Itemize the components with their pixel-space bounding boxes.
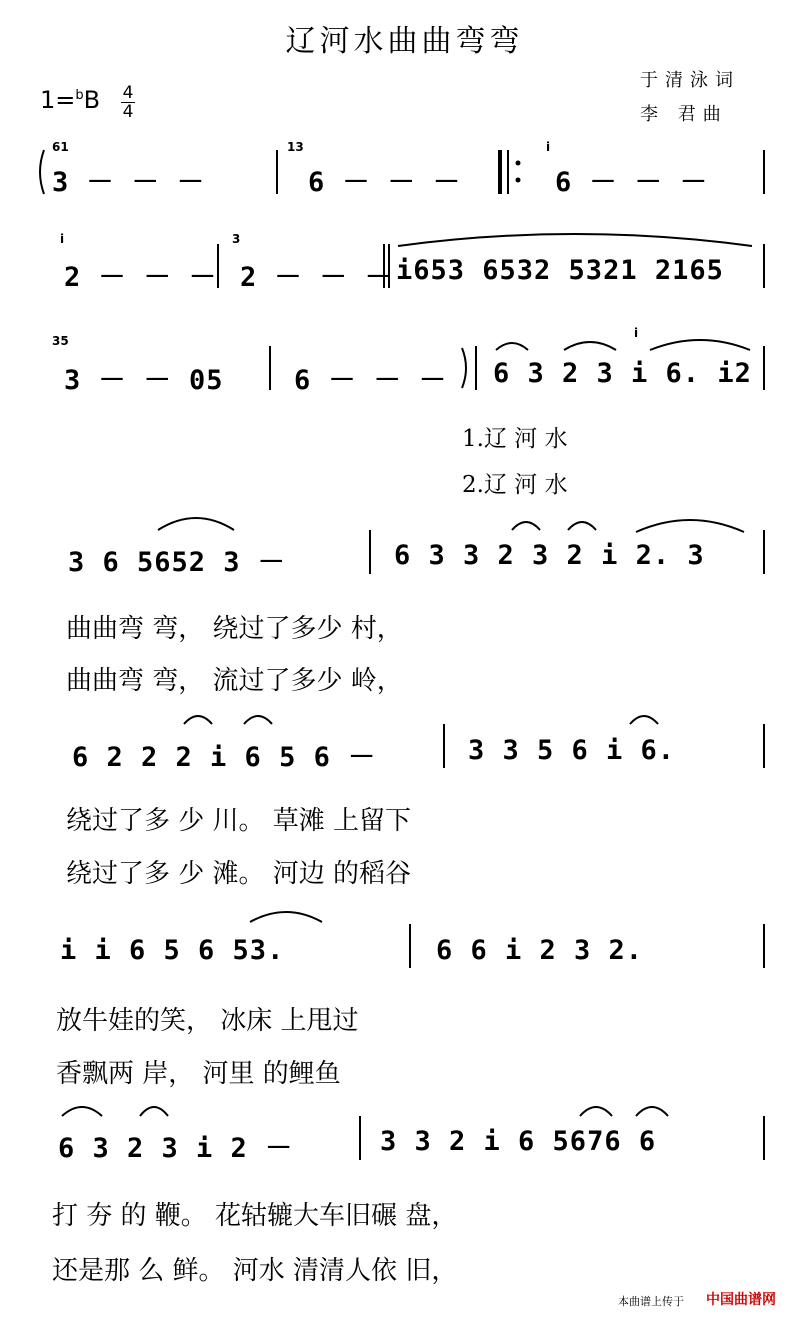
- lyric-line-verse-2: 还是那 么 鲜。 河水 清清人依 旧，: [52, 1256, 458, 1286]
- grace-note: 13: [287, 140, 304, 154]
- slur: [564, 342, 616, 350]
- lyric-line-verse-2: 绕过了多 少 滩。 河边 的稻谷: [66, 859, 412, 889]
- lyric-line-verse-1: 打 夯 的 鞭。 花轱辘大车旧碾 盘，: [52, 1201, 458, 1231]
- note-group: 3 3 5 6 i 6.: [468, 735, 676, 766]
- opening-bracket: [40, 150, 44, 194]
- note-group: i i 6 5 6 53.: [60, 935, 285, 966]
- note-group: 6 3 2 3 i 6. i2: [493, 358, 752, 389]
- note-group: i653 6532 5321 2165: [396, 255, 724, 286]
- grace-note: 3: [232, 232, 241, 246]
- note-group: 2 － － －: [64, 262, 218, 293]
- slur: [496, 343, 528, 350]
- slur: [398, 234, 752, 246]
- slur: [568, 522, 596, 530]
- note-group: 6 － － －: [294, 365, 448, 396]
- lyric-line-verse-2: 曲曲弯 弯， 流过了多少 岭，: [66, 666, 403, 696]
- slur: [636, 520, 744, 532]
- grace-note: 61: [52, 140, 69, 154]
- grace-note: i: [634, 326, 639, 340]
- site-logo: 中国曲谱网: [706, 1292, 776, 1308]
- time-signature: 4 4: [122, 83, 134, 122]
- lyric-line-verse-2: 香飘两 岸， 河里 的鲤鱼: [56, 1059, 341, 1089]
- composer-credit: 李 君曲: [640, 104, 728, 125]
- slur: [250, 912, 322, 922]
- grace-note: i: [60, 232, 65, 246]
- note-group: 2 － － －: [240, 262, 394, 293]
- note-group: 3 3 2 i 6 5676 6: [380, 1126, 657, 1157]
- slur: [62, 1107, 102, 1116]
- note-group: 6 － － －: [308, 167, 462, 198]
- lyric-line-verse-1: 曲曲弯 弯， 绕过了多少 村，: [66, 614, 403, 644]
- slur: [244, 716, 272, 724]
- slur: [636, 1107, 668, 1116]
- slur: [630, 716, 658, 724]
- repeat-dot: [516, 178, 521, 183]
- note-group: 6 3 3 2 3 2 i 2. 3: [394, 540, 705, 571]
- note-group: 6 3 2 3 i 2 －: [58, 1133, 294, 1164]
- slur: [650, 340, 750, 350]
- lyric-line-verse-1: 绕过了多 少 川。 草滩 上留下: [66, 806, 412, 836]
- note-group: 3 － － －: [52, 167, 206, 198]
- slur: [512, 522, 540, 530]
- note-group: 3 6 5652 3 －: [68, 547, 286, 578]
- note-group: 6 － － －: [555, 167, 709, 198]
- song-title: 辽河水曲曲弯弯: [285, 24, 524, 59]
- repeat-dot: [516, 161, 521, 166]
- slur: [580, 1107, 612, 1116]
- slur: [140, 1107, 168, 1116]
- lyric-line-verse-1: 1.辽 河 水: [462, 426, 568, 452]
- note-group: 6 6 i 2 3 2.: [436, 935, 644, 966]
- closing-bracket: [462, 348, 466, 388]
- lyricist-credit: 于清泳词: [640, 70, 740, 91]
- lyric-line-verse-2: 2.辽 河 水: [462, 472, 568, 498]
- key-signature: 1=$^b$B: [40, 86, 101, 114]
- grace-note: 35: [52, 334, 69, 348]
- note-group: 3 － － 05: [64, 365, 224, 396]
- grace-note: i: [546, 140, 551, 154]
- slur: [184, 716, 212, 724]
- lyric-line-verse-1: 放牛娃的笑， 冰床 上甩过: [56, 1006, 359, 1036]
- slur: [158, 518, 234, 530]
- note-group: 6 2 2 2 i 6 5 6 －: [72, 742, 377, 773]
- footer-source-text: 本曲谱上传于: [618, 1295, 684, 1308]
